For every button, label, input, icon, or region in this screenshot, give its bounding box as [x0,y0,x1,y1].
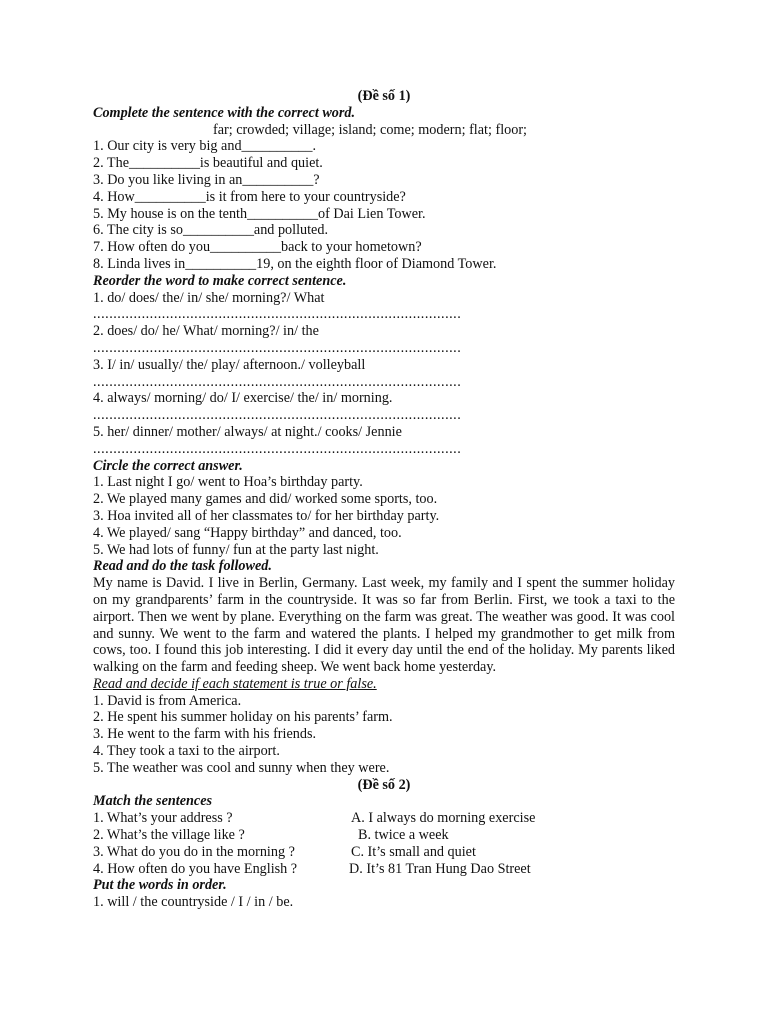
complete-item: 2. The__________is beautiful and quiet. [93,155,323,172]
match-answer: D. It’s 81 Tran Hung Dao Street [349,860,531,877]
answer-dotted-line: ........................................................................................... [93,373,462,390]
reorder-item: 3. I/ in/ usually/ the/ play/ afternoon./ volleyball [93,356,366,373]
true-false-item: 2. He spent his summer holiday on his parents’ farm. [93,709,393,726]
match-row [93,844,675,861]
match-question: 4. How often do you have English ? [93,860,298,877]
reorder-item: 4. always/ morning/ do/ I/ exercise/ the/ in/ morning. [93,390,393,407]
true-false-item: 3. He went to the farm with his friends. [93,726,317,743]
worksheet [93,88,675,911]
true-false-item: 4. They took a taxi to the airport. [93,743,280,760]
section-heading-match: Match the sentences [93,793,213,810]
match-row [93,827,675,844]
reorder-item: 1. do/ does/ the/ in/ she/ morning?/ What [93,289,325,306]
match-answer: B. twice a week [358,827,449,844]
complete-item: 4. How__________is it from here to your countryside? [93,188,406,205]
order-item: 1. will / the countryside / I / in / be. [93,894,294,911]
true-false-instruction: Read and decide if each statement is true or false. [93,675,377,692]
section-heading-read: Read and do the task followed. [93,558,272,575]
test-title-1: (Đề số 1) [357,88,411,104]
reorder-item: 2. does/ do/ he/ What/ morning?/ in/ the [93,323,319,340]
complete-item: 3. Do you like living in an__________? [93,171,320,188]
true-false-item: 5. The weather was cool and sunny when they were. [93,759,390,776]
complete-item: 5. My house is on the tenth__________of Dai Lien Tower. [93,205,426,222]
match-row [93,861,675,878]
circle-item: 5. We had lots of funny/ fun at the party last night. [93,541,379,558]
answer-dotted-line: ........................................................................................... [93,407,462,424]
complete-item: 8. Linda lives in__________19, on the eighth floor of Diamond Tower. [93,255,497,272]
match-question: 1. What’s your address ? [93,810,233,827]
answer-dotted-line: ........................................................................................... [93,339,462,356]
complete-item: 6. The city is so__________and polluted. [93,222,328,239]
section-heading-reorder: Reorder the word to make correct sentence. [93,272,347,289]
circle-item: 2. We played many games and did/ worked some sports, too. [93,491,438,508]
circle-item: 3. Hoa invited all of her classmates to/ for her birthday party. [93,507,440,524]
test-title-2: (Đề số 2) [357,776,411,793]
match-answer: C. It’s small and quiet [351,843,476,860]
answer-dotted-line: ........................................................................................... [93,440,462,457]
true-false-item: 1. David is from America. [93,692,242,709]
answer-dotted-line: ........................................................................................... [93,306,462,323]
match-answer: A. I always do morning exercise [351,810,536,827]
match-row [93,810,675,827]
section-heading-circle: Circle the correct answer. [93,457,243,474]
complete-item: 1. Our city is very big and__________. [93,138,317,155]
complete-item: 7. How often do you__________back to your hometown? [93,239,422,256]
reading-passage: My name is David. I live in Berlin, Germany. Last week, my family and I spent the summer holiday on my grandparents’ farm in the countryside. It was so far from Berlin. First, we took a taxi to the airport. Then we went by plane. Everything on the farm was great. The weather was good. It was cool and sunny. We went to the farm and watered the plants. I helped my grandmother to get milk from cows, too. I found this job interesting. I did it every day until the end of the holiday. My parents liked walking on the farm and feeding sheep. We went back home yesterday. [93,575,675,676]
section-heading-order: Put the words in order. [93,877,227,894]
section-heading-complete: Complete the sentence with the correct word. [93,104,356,121]
reorder-item: 5. her/ dinner/ mother/ always/ at night./ cooks/ Jennie [93,423,402,440]
match-question: 3. What do you do in the morning ? [93,843,295,860]
match-question: 2. What’s the village like ? [93,827,245,844]
circle-item: 1. Last night I go/ went to Hoa’s birthday party. [93,474,363,491]
circle-item: 4. We played/ sang “Happy birthday” and danced, too. [93,524,402,541]
word-bank: far; crowded; village; island; come; modern; flat; floor; [213,121,527,138]
